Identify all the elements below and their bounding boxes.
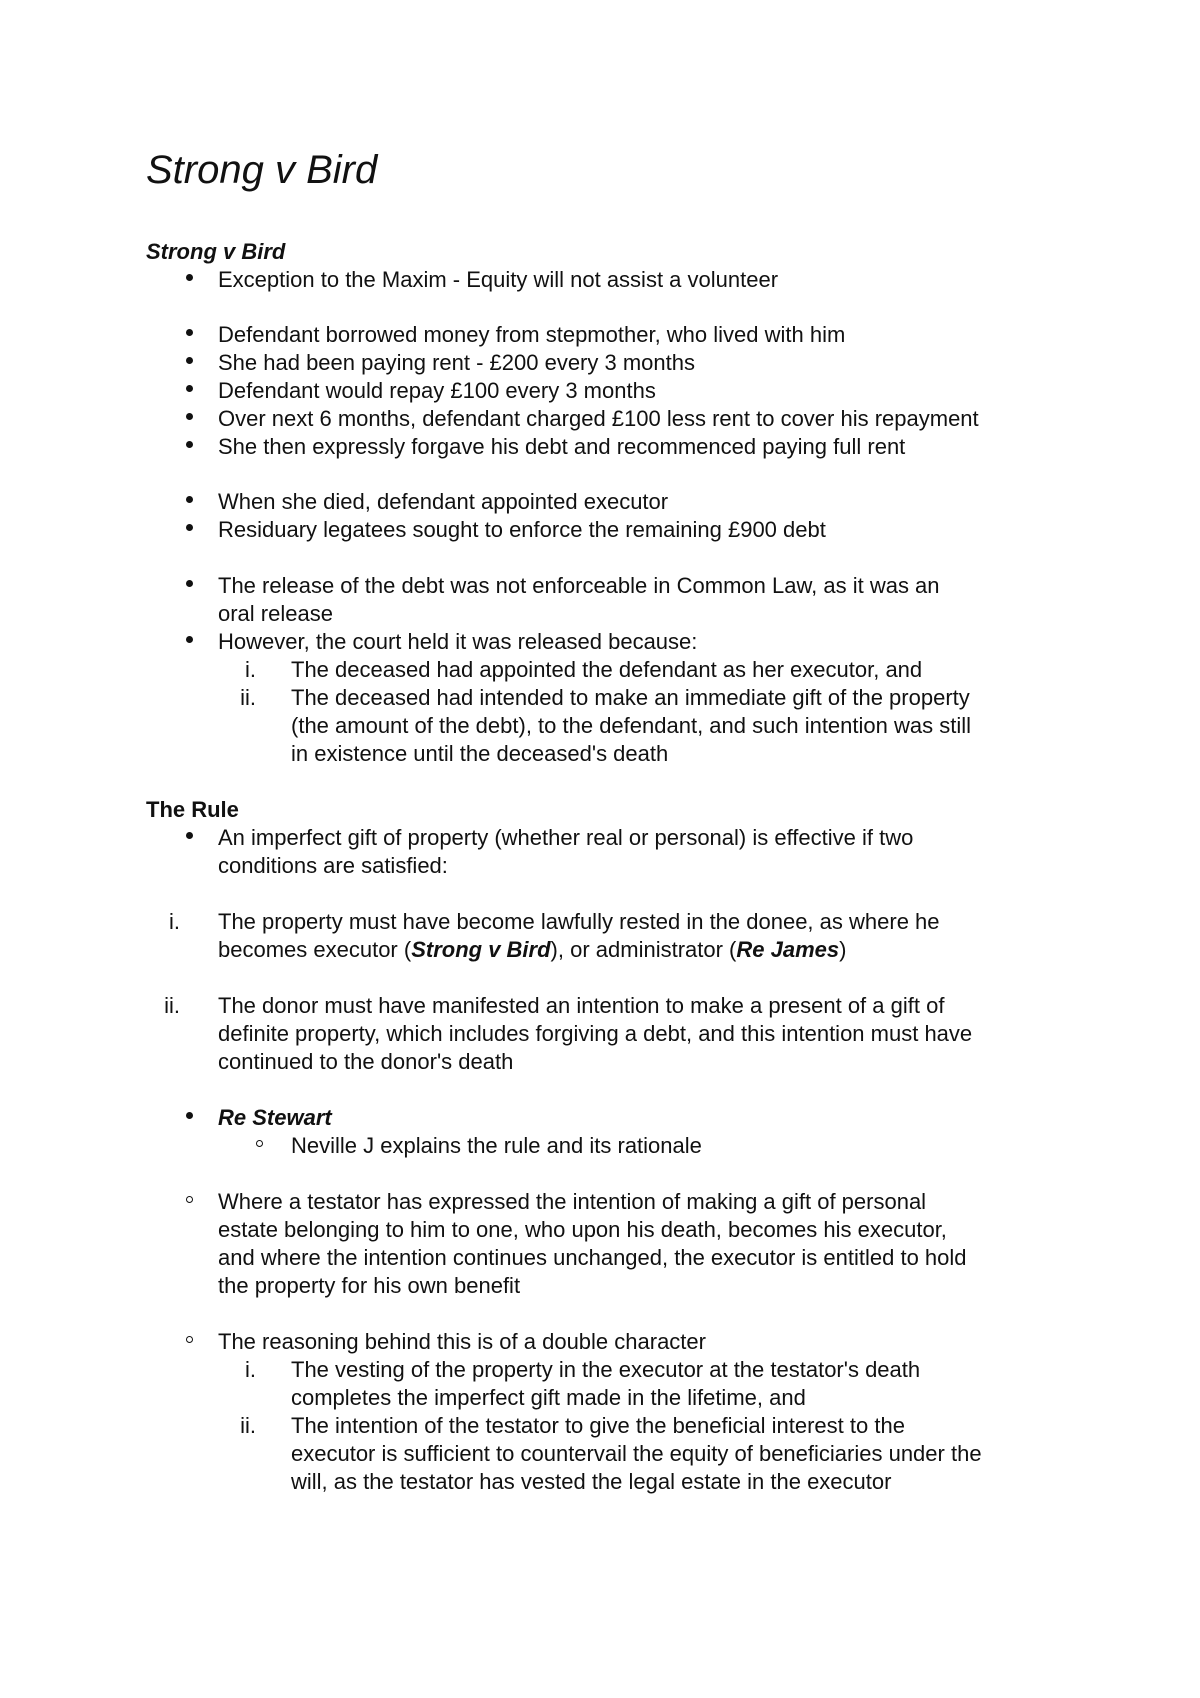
list-item: An imperfect gift of property (whether real or personal) is effective if two — [218, 825, 914, 850]
bullet-icon — [186, 274, 193, 281]
condition-text: ) — [839, 937, 847, 962]
list-item-continuation: the property for his own benefit — [218, 1273, 521, 1298]
bullet-icon — [186, 580, 193, 587]
bullet-icon — [186, 441, 193, 448]
sub-list-item-continuation: in existence until the deceased's death — [291, 741, 669, 766]
case-name-strong-v-bird: Strong v Bird — [411, 937, 551, 962]
roman-numeral: i. — [245, 1357, 256, 1382]
list-item: When she died, defendant appointed executor — [218, 489, 669, 514]
hollow-bullet-icon — [186, 1196, 193, 1203]
case-name-re-stewart: Re Stewart — [218, 1105, 332, 1130]
condition-text: becomes executor ( — [218, 937, 412, 962]
sub-list-item: The deceased had intended to make an immediate gift of the property — [291, 685, 970, 710]
sub-list-item: Neville J explains the rule and its rationale — [291, 1133, 702, 1158]
list-item-continuation: conditions are satisfied: — [218, 853, 448, 878]
list-item-continuation: and where the intention continues unchanged, the executor is entitled to hold — [218, 1245, 967, 1270]
list-item: Exception to the Maxim - Equity will not assist a volunteer — [218, 267, 779, 292]
condition-item-continuation: definite property, which includes forgiving a debt, and this intention must have — [218, 1021, 973, 1046]
list-item: She had been paying rent - £200 every 3 months — [218, 350, 695, 375]
hollow-bullet-icon — [256, 1140, 263, 1147]
roman-numeral: ii. — [240, 685, 256, 710]
sub-list-item: The intention of the testator to give the beneficial interest to the — [291, 1413, 905, 1438]
list-item-continuation: estate belonging to him to one, who upon his death, becomes his executor, — [218, 1217, 947, 1242]
roman-numeral: ii. — [164, 993, 180, 1018]
bullet-icon — [186, 832, 193, 839]
section-heading-the-rule: The Rule — [146, 797, 239, 822]
roman-numeral: i. — [245, 657, 256, 682]
bullet-icon — [186, 329, 193, 336]
list-item-continuation: oral release — [218, 601, 333, 626]
section-heading-strong-v-bird: Strong v Bird — [146, 239, 286, 264]
page-title: Strong v Bird — [146, 148, 378, 192]
bullet-icon — [186, 385, 193, 392]
bullet-icon — [186, 1112, 193, 1119]
condition-item-continuation — [218, 936, 846, 964]
bullet-icon — [186, 496, 193, 503]
sub-list-item: The deceased had appointed the defendant as her executor, and — [291, 657, 923, 682]
sub-list-item: The vesting of the property in the executor at the testator's death — [291, 1357, 921, 1382]
bullet-icon — [186, 636, 193, 643]
bullet-icon — [186, 413, 193, 420]
list-item: Where a testator has expressed the intention of making a gift of personal — [218, 1189, 927, 1214]
list-item: The reasoning behind this is of a double character — [218, 1329, 706, 1354]
list-item: However, the court held it was released because: — [218, 629, 698, 654]
roman-numeral: ii. — [240, 1413, 256, 1438]
condition-item-continuation: continued to the donor's death — [218, 1049, 514, 1074]
bullet-icon — [186, 524, 193, 531]
bullet-icon — [186, 357, 193, 364]
list-item: Defendant borrowed money from stepmother, who lived with him — [218, 322, 846, 347]
list-item: Defendant would repay £100 every 3 months — [218, 378, 656, 403]
case-name-re-james: Re James — [736, 937, 840, 962]
roman-numeral: i. — [169, 909, 180, 934]
list-item: Residuary legatees sought to enforce the remaining £900 debt — [218, 517, 826, 542]
condition-item: The donor must have manifested an intention to make a present of a gift of — [218, 993, 945, 1018]
list-item: Over next 6 months, defendant charged £100 less rent to cover his repayment — [218, 406, 979, 431]
sub-list-item-continuation: completes the imperfect gift made in the lifetime, and — [291, 1385, 806, 1410]
list-item: She then expressly forgave his debt and recommenced paying full rent — [218, 434, 906, 459]
list-item: The release of the debt was not enforceable in Common Law, as it was an — [218, 573, 940, 598]
hollow-bullet-icon — [186, 1336, 193, 1343]
sub-list-item-continuation: (the amount of the debt), to the defendant, and such intention was still — [291, 713, 971, 738]
sub-list-item-continuation: executor is sufficient to countervail the equity of beneficiaries under the — [291, 1441, 982, 1466]
condition-item: The property must have become lawfully rested in the donee, as where he — [218, 909, 940, 934]
sub-list-item-continuation: will, as the testator has vested the legal estate in the executor — [291, 1469, 892, 1494]
condition-text: ), or administrator ( — [550, 937, 737, 962]
